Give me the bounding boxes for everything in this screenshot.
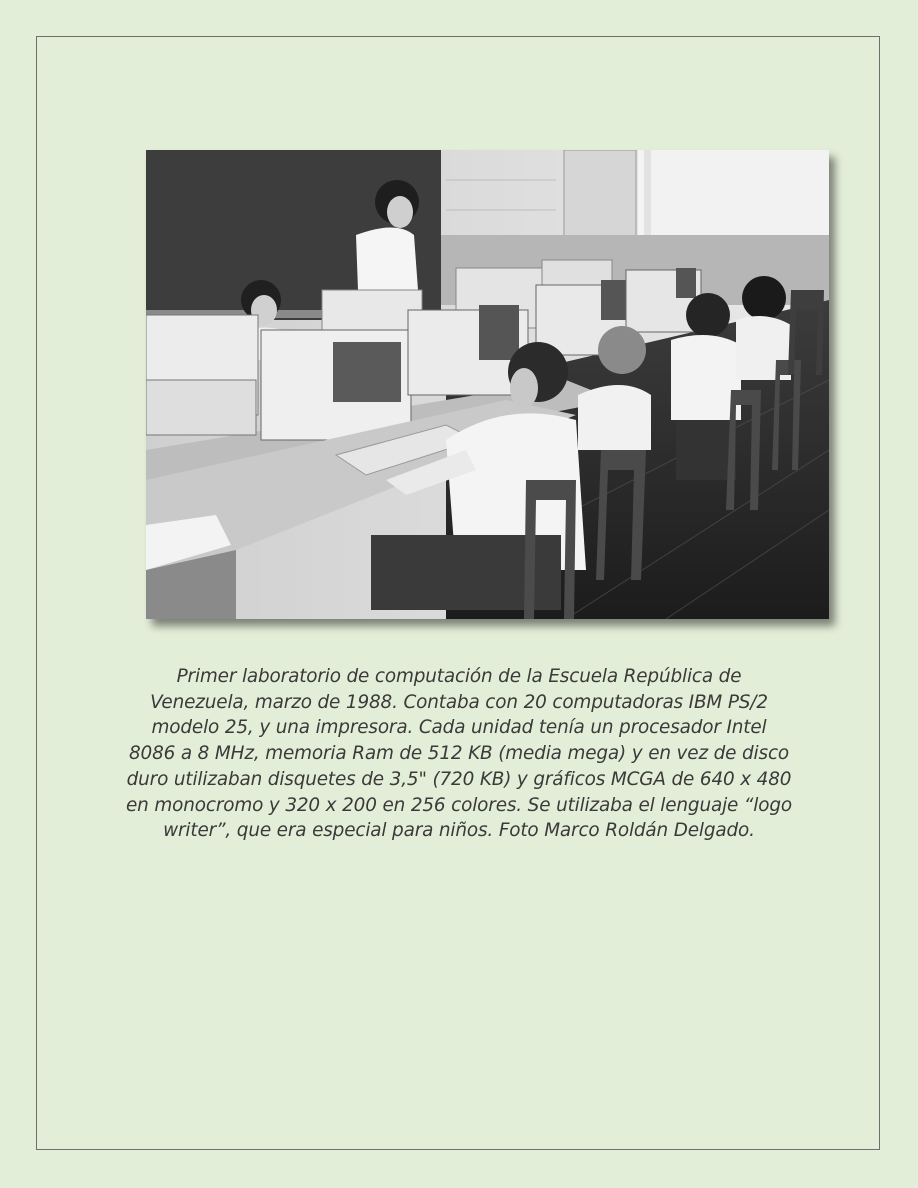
computer-lab-photo xyxy=(146,150,829,619)
photo-caption: Primer laboratorio de computación de la Escuela República de Venezuela, marzo de 1988. Contaba con 20 computadoras IBM PS/2 modelo 25, y una impresora. Cada unidad tenía un procesador Intel 8086 a 8 MHz, memoria Ram de 512 KB (media mega) y en vez de disco duro utilizaban disquetes de 3,5" (720 KB) y gráficos MCGA de 640 x 480 en monocromo y 320 x 200 en 256 colores. Se utilizaba el lenguaje “logo writer”, que era especial para niños. Foto Marco Roldán Delgado. xyxy=(126,666,792,842)
photo-illustration xyxy=(146,150,829,619)
